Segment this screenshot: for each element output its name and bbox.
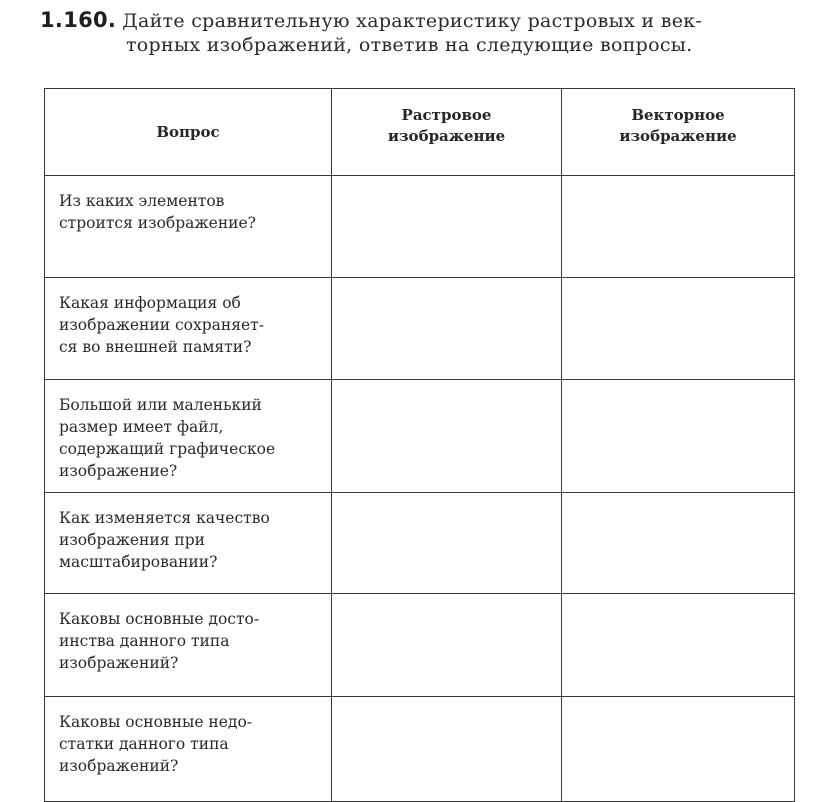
task-number: 1.160.: [40, 8, 117, 32]
table-row: [45, 493, 795, 594]
header-vector: Векторное изображение: [562, 89, 795, 176]
raster-answer-cell[interactable]: [332, 594, 562, 697]
vector-answer-cell[interactable]: [562, 697, 795, 802]
vector-answer-cell[interactable]: [562, 594, 795, 697]
header-question: Вопрос: [45, 89, 332, 176]
question-cell: Из каких элементов строится изображение?: [45, 176, 332, 278]
header-raster: Растровое изображение: [332, 89, 562, 176]
header-row: [45, 89, 795, 176]
question-cell: Каковы основные досто- инства данного типа изображений?: [45, 594, 332, 697]
table-row: [45, 176, 795, 278]
task-text-line-2: торных изображений, ответив на следующие вопросы.: [126, 34, 693, 56]
question-cell: Большой или маленький размер имеет файл, содержащий графическое изображение?: [45, 380, 332, 493]
table-row: [45, 380, 795, 493]
raster-answer-cell[interactable]: [332, 278, 562, 380]
question-cell: Какая информация об изображении сохраняет- ся во внешней памяти?: [45, 278, 332, 380]
vector-answer-cell[interactable]: [562, 176, 795, 278]
raster-answer-cell[interactable]: [332, 493, 562, 594]
vector-answer-cell[interactable]: [562, 380, 795, 493]
raster-answer-cell[interactable]: [332, 697, 562, 802]
table-row: [45, 697, 795, 802]
raster-answer-cell[interactable]: [332, 380, 562, 493]
vector-answer-cell[interactable]: [562, 493, 795, 594]
question-cell: Каковы основные недо- статки данного типа изображений?: [45, 697, 332, 802]
raster-answer-cell[interactable]: [332, 176, 562, 278]
question-cell: Как изменяется качество изображения при масштабировании?: [45, 493, 332, 594]
task-text-line-1: Дайте сравнительную характеристику растровых и век-: [122, 10, 703, 32]
table-row: [45, 594, 795, 697]
table-row: [45, 278, 795, 380]
comparison-table: [44, 88, 795, 802]
task-statement: [40, 8, 800, 57]
vector-answer-cell[interactable]: [562, 278, 795, 380]
